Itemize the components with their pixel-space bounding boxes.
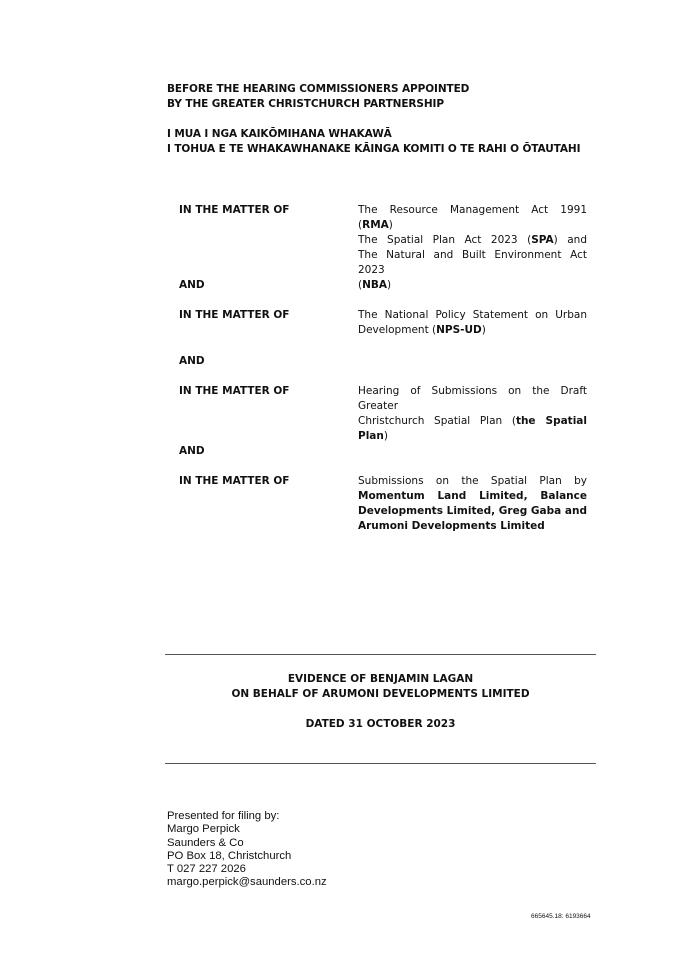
maori-heading-line-2: I TOHUA E TE WHAKAWHANAKE KĀINGA KOMITI O TE RAHI O ŌTAUTAHI — [167, 143, 581, 155]
matter-4-description — [358, 474, 587, 534]
and-2: AND — [179, 355, 205, 367]
filing-line-1: Presented for filing by: — [167, 810, 280, 822]
dated-line: DATED 31 OCTOBER 2023 — [305, 718, 456, 730]
court-heading — [167, 82, 469, 112]
matter-3-label: IN THE MATTER OF — [179, 385, 290, 397]
and-1: AND — [179, 279, 205, 291]
document-reference: 665645.18: 6193664 — [531, 913, 591, 920]
top-rule — [165, 654, 596, 655]
maori-heading — [167, 127, 580, 157]
matter-4-line-1: Submissions on the Spatial Plan by — [358, 475, 587, 487]
matter-3-line-1: Hearing of Submissions on the Draft Greater — [358, 385, 587, 412]
matter-1-line-1: The Resource Management Act 1991 (RMA) — [358, 204, 587, 231]
matter-4-line-4: Arumoni Developments Limited — [358, 520, 545, 532]
matter-1-line-4: (NBA) — [358, 279, 392, 291]
filing-email: margo.perpick@saunders.co.nz — [167, 876, 327, 889]
matter-2-line-1: The National Policy Statement on Urban — [358, 309, 587, 321]
filing-phone: T 027 227 2026 — [167, 863, 246, 876]
filing-block — [167, 810, 327, 890]
matter-2-label: IN THE MATTER OF — [179, 309, 290, 321]
matter-2-description — [358, 308, 587, 338]
matter-1-line-3: The Natural and Built Environment Act 2023 — [358, 249, 587, 276]
matter-4-line-2: Momentum Land Limited, Balance — [358, 490, 587, 502]
matter-1-description — [358, 203, 587, 293]
matter-4-label: IN THE MATTER OF — [179, 475, 290, 487]
matter-1-line-2: The Spatial Plan Act 2023 (SPA) and — [358, 234, 587, 246]
matter-3-line-2: Christchurch Spatial Plan (the Spatial Plan) — [358, 415, 587, 442]
evidence-title — [165, 672, 596, 702]
matter-4-line-3: Developments Limited, Greg Gaba and — [358, 505, 587, 517]
evidence-title-line-1: EVIDENCE OF BENJAMIN LAGAN — [287, 673, 474, 685]
evidence-title-line-2: ON BEHALF OF ARUMONI DEVELOPMENTS LIMITED — [231, 688, 530, 700]
filing-address: PO Box 18, Christchurch — [167, 849, 292, 862]
filing-firm: Saunders & Co — [167, 836, 244, 849]
bottom-rule — [165, 763, 596, 764]
matter-1-label: IN THE MATTER OF — [179, 204, 290, 216]
heading-line-1: BEFORE THE HEARING COMMISSIONERS APPOINTED — [167, 83, 470, 95]
and-3: AND — [179, 445, 205, 457]
matter-3-description — [358, 384, 587, 444]
matter-2-line-2: Development (NPS-UD) — [358, 324, 486, 336]
heading-line-2: BY THE GREATER CHRISTCHURCH PARTNERSHIP — [167, 98, 444, 110]
maori-heading-line-1: I MUA I NGA KAIKŌMIHANA WHAKAWĀ — [167, 128, 392, 140]
filing-name: Margo Perpick — [167, 823, 240, 836]
